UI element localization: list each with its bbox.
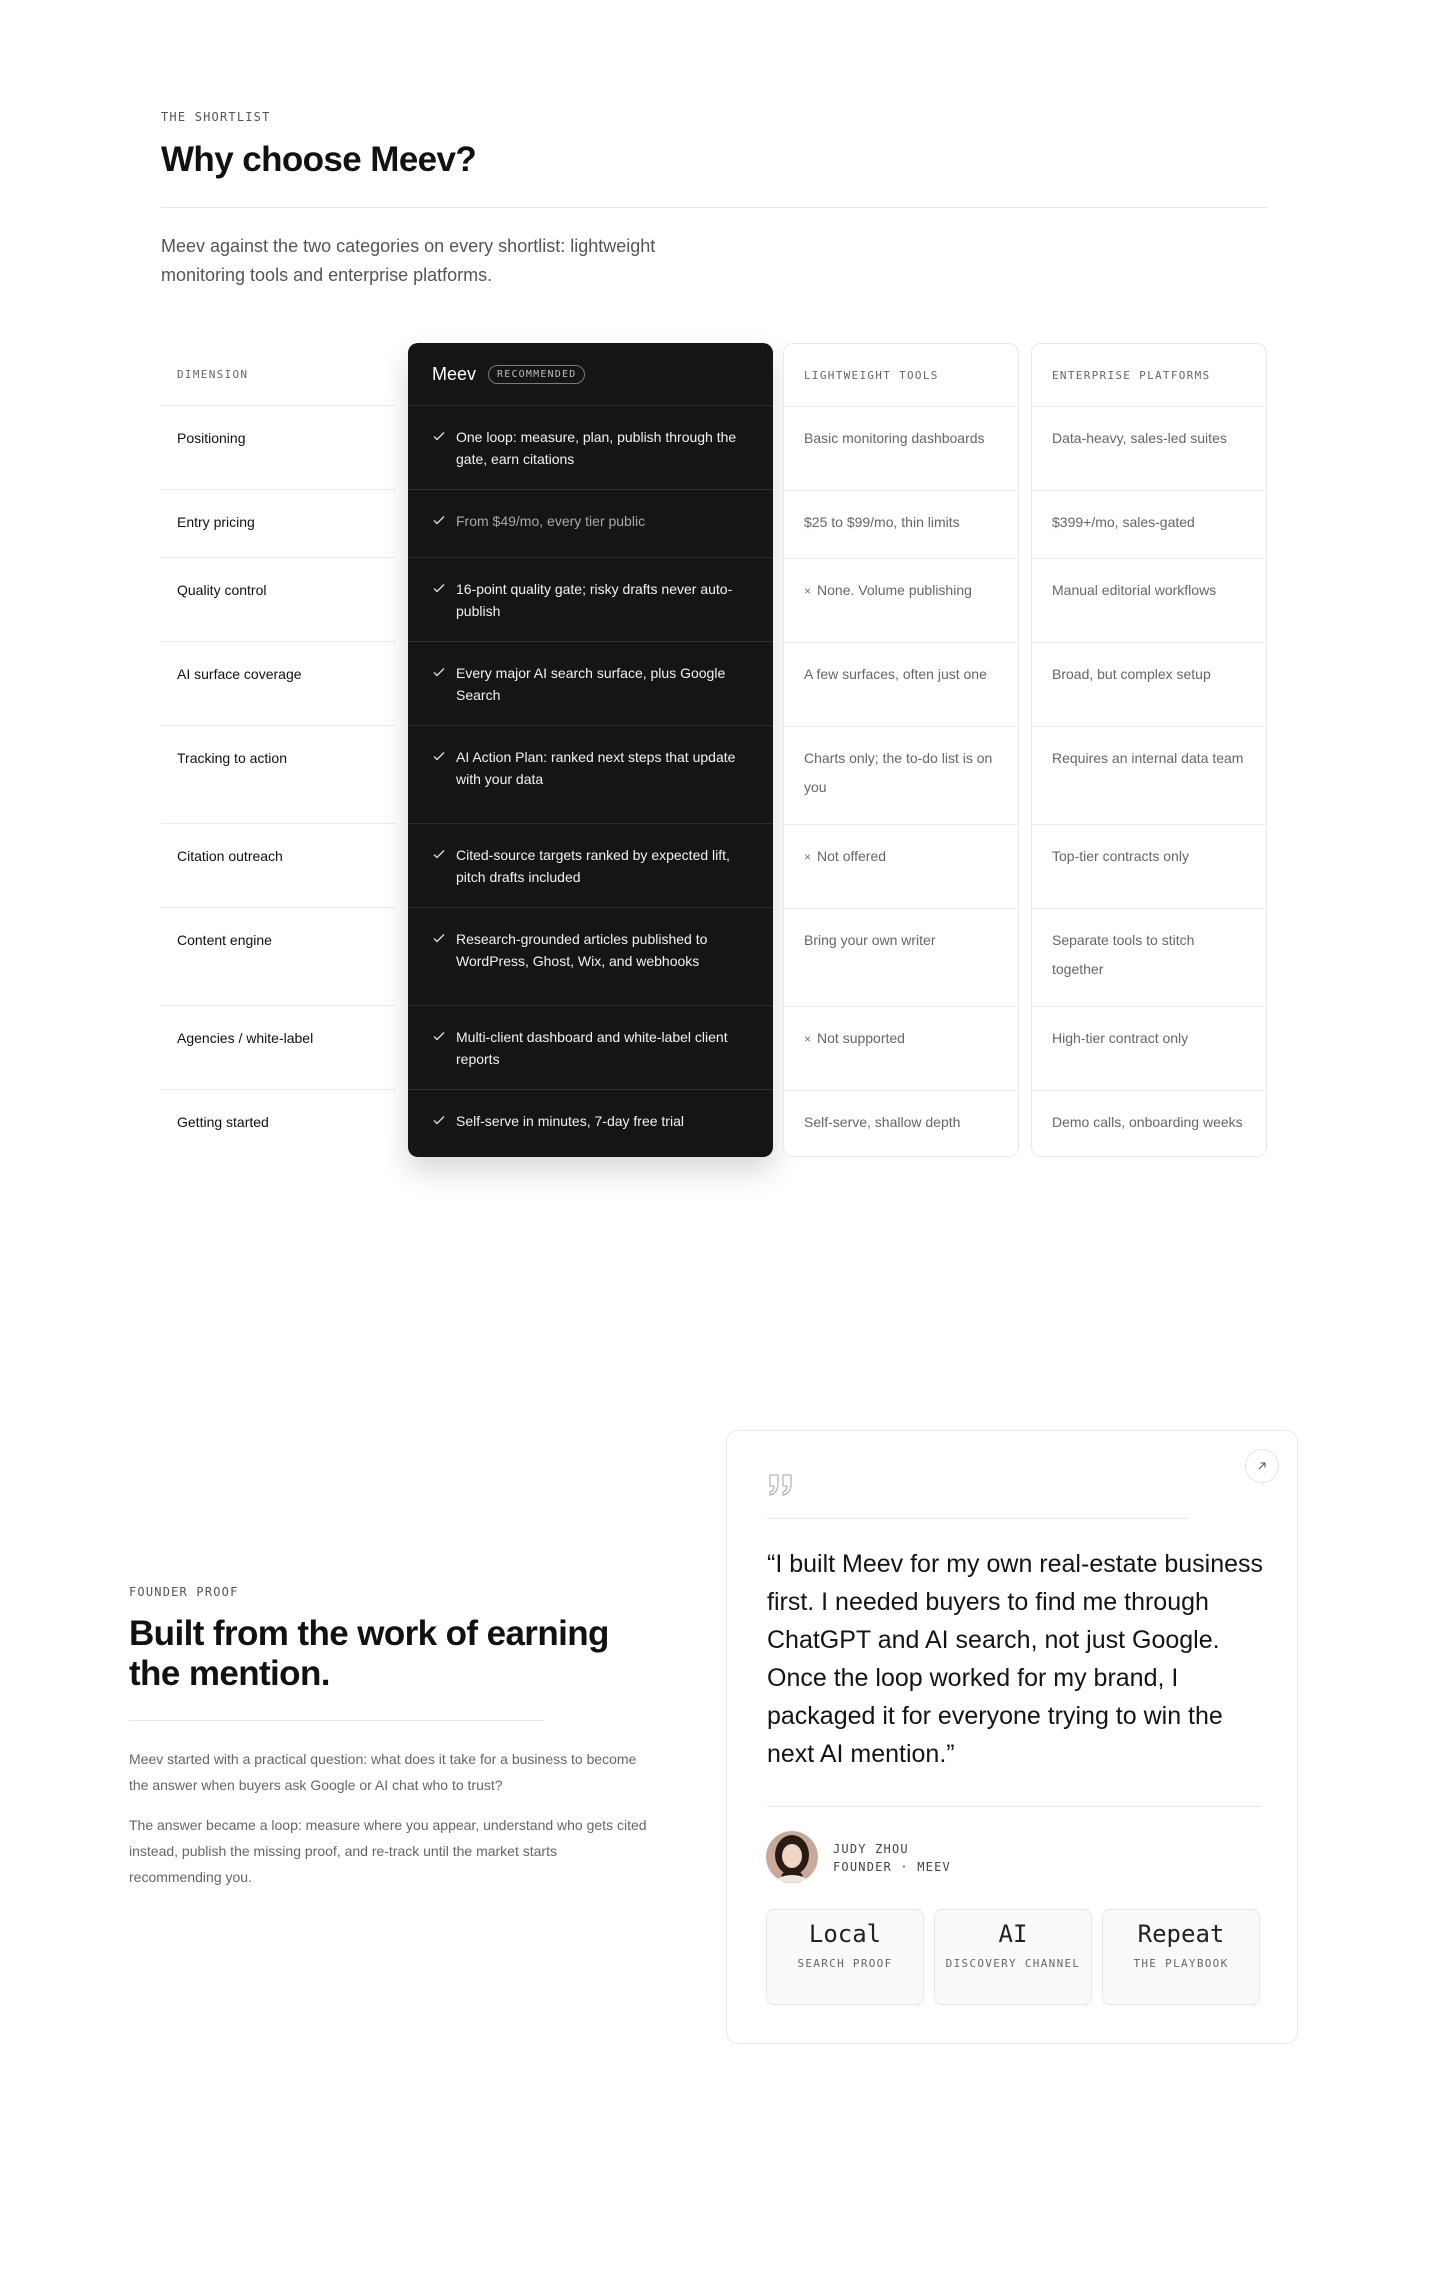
quote-icon (767, 1473, 795, 1497)
divider (129, 1720, 544, 1721)
meev-header (408, 343, 773, 406)
meev-cell-text: One loop: measure, plan, publish through the gate, earn citations (456, 429, 737, 467)
testimonial-quote: “I built Meev for my own real-estate business first. I needed buyers to find me through ChatGPT and AI search, not just Google. Once the loop worked for my brand, I packaged it for everyone trying to win the next AI mention.” (767, 1550, 1264, 1768)
enterprise-cell (1032, 559, 1266, 643)
open-link-button[interactable] (1245, 1449, 1279, 1483)
lightweight-tools-column (783, 343, 1019, 1157)
meev-cell (408, 908, 773, 1006)
meev-cell (408, 726, 773, 824)
stat-label: THE PLAYBOOK (1133, 1957, 1229, 1970)
check-icon (432, 847, 446, 861)
x-icon: × (804, 584, 812, 598)
meev-cell-text: 16-point quality gate; risky drafts never auto-publish (456, 581, 733, 619)
x-icon: × (804, 850, 812, 864)
stat-card (934, 1909, 1092, 2005)
lightweight-cell (784, 1091, 1018, 1157)
stat-label: DISCOVERY CHANNEL (945, 1957, 1081, 1970)
stat-card (766, 1909, 924, 2005)
enterprise-cell-text: Requires an internal data team (1052, 750, 1244, 766)
lightweight-cell-text: Not offered (817, 848, 887, 864)
dimension-cell: Entry pricing (161, 490, 396, 558)
stat-value: AI (998, 1920, 1028, 1948)
enterprise-cell-text: High-tier contract only (1052, 1030, 1189, 1046)
stat-value: Local (808, 1920, 882, 1948)
check-icon (432, 1029, 446, 1043)
dimension-header: DIMENSION (161, 343, 396, 406)
founder-paragraph: Meev started with a practical question: what does it take for a business to become the answer when buyers ask Google or AI chat who to trust? (129, 1751, 637, 1793)
enterprise-platforms-header: ENTERPRISE PLATFORMS (1032, 344, 1266, 407)
dimension-cell: Positioning (161, 406, 396, 490)
check-icon (432, 513, 446, 527)
meev-cell-text: Multi-client dashboard and white-label client reports (456, 1029, 728, 1067)
check-icon (432, 931, 446, 945)
enterprise-cell (1032, 643, 1266, 727)
check-icon (432, 749, 446, 763)
enterprise-platforms-column (1031, 343, 1267, 1157)
dimension-cell: Tracking to action (161, 726, 396, 824)
check-icon (432, 429, 446, 443)
meev-cell (408, 406, 773, 490)
enterprise-cell-text: Separate tools to stitch together (1052, 932, 1195, 977)
enterprise-cell-text: Data-heavy, sales-led suites (1052, 430, 1227, 446)
lightweight-cell-text: Charts only; the to-do list is on you (804, 750, 993, 795)
comparison-table (161, 343, 1267, 1157)
founder-paragraph: The answer became a loop: measure where you appear, understand who gets cited instead, publish the missing proof, and re-track until the market starts recommending you. (129, 1817, 647, 1885)
enterprise-cell (1032, 727, 1266, 825)
lightweight-cell (784, 643, 1018, 727)
dimension-cell: Agencies / white-label (161, 1006, 396, 1090)
dimension-cell: Quality control (161, 558, 396, 642)
divider (767, 1518, 1187, 1519)
enterprise-cell-text: Manual editorial workflows (1052, 582, 1217, 598)
section-lede: Meev against the two categories on every shortlist: lightweight monitoring tools and enterprise platforms. (161, 236, 656, 285)
meev-cell (408, 1006, 773, 1090)
founder-title: Built from the work of earning the mention. (129, 1614, 609, 1693)
dimension-cell: Citation outreach (161, 824, 396, 908)
enterprise-cell (1032, 491, 1266, 559)
meev-cell (408, 1090, 773, 1157)
dimension-cell: Content engine (161, 908, 396, 1006)
enterprise-cell (1032, 909, 1266, 1007)
arrow-up-right-icon (1256, 1460, 1268, 1472)
stat-value: Repeat (1137, 1920, 1225, 1948)
meev-cell (408, 490, 773, 558)
lightweight-cell (784, 1007, 1018, 1091)
section-title: Why choose Meev? (161, 140, 477, 179)
lightweight-cell (784, 727, 1018, 825)
meev-cell-text: Research-grounded articles published to WordPress, Ghost, Wix, and webhooks (456, 931, 708, 969)
lightweight-cell-text: A few surfaces, often just one (804, 666, 987, 682)
meev-cell (408, 642, 773, 726)
lightweight-cell-text: Basic monitoring dashboards (804, 430, 985, 446)
lightweight-cell (784, 407, 1018, 491)
meev-column (408, 343, 773, 1157)
lightweight-cell-text: Self-serve, shallow depth (804, 1114, 961, 1130)
lightweight-cell (784, 909, 1018, 1007)
enterprise-cell (1032, 825, 1266, 909)
dimension-cell: AI surface coverage (161, 642, 396, 726)
lightweight-tools-header: LIGHTWEIGHT TOOLS (784, 344, 1018, 407)
author-role: FOUNDER · MEEV (833, 1860, 951, 1874)
enterprise-cell-text: Demo calls, onboarding weeks (1052, 1114, 1243, 1130)
dimension-column (161, 343, 396, 1157)
check-icon (432, 665, 446, 679)
enterprise-cell (1032, 407, 1266, 491)
avatar (766, 1831, 818, 1883)
dimension-cell: Getting started (177, 1114, 269, 1130)
meev-cell (408, 558, 773, 642)
x-icon: × (804, 1032, 812, 1046)
section-eyebrow: THE SHORTLIST (161, 110, 271, 124)
check-icon (432, 581, 446, 595)
enterprise-cell-text: Broad, but complex setup (1052, 666, 1211, 682)
testimonial-card (726, 1430, 1298, 2044)
stat-card (1102, 1909, 1260, 2005)
check-icon (432, 1113, 446, 1127)
meev-cell-text: Self-serve in minutes, 7-day free trial (456, 1113, 684, 1129)
enterprise-cell (1032, 1091, 1266, 1157)
founder-eyebrow: FOUNDER PROOF (129, 1585, 239, 1599)
lightweight-cell-text: Bring your own writer (804, 932, 936, 948)
meev-cell-text: AI Action Plan: ranked next steps that update with your data (456, 749, 736, 787)
enterprise-cell-text: Top-tier contracts only (1052, 848, 1189, 864)
author-name: JUDY ZHOU (833, 1842, 909, 1856)
enterprise-cell (1032, 1007, 1266, 1091)
meev-cell-text: Cited-source targets ranked by expected lift, pitch drafts included (456, 847, 730, 885)
lightweight-cell (784, 825, 1018, 909)
recommended-badge: RECOMMENDED (488, 365, 585, 384)
meev-cell-text: Every major AI search surface, plus Google Search (456, 665, 726, 703)
lightweight-cell-text: Not supported (817, 1030, 905, 1046)
stat-label: SEARCH PROOF (797, 1957, 893, 1970)
divider (161, 207, 1267, 208)
meev-cell (408, 824, 773, 908)
enterprise-cell-text: $399+/mo, sales-gated (1052, 514, 1195, 530)
meev-name: Meev (432, 363, 477, 384)
lightweight-cell (784, 559, 1018, 643)
divider (767, 1806, 1261, 1807)
lightweight-cell (784, 491, 1018, 559)
lightweight-cell-text: $25 to $99/mo, thin limits (804, 514, 960, 530)
meev-cell-text: From $49/mo, every tier public (456, 513, 646, 529)
lightweight-cell-text: None. Volume publishing (817, 582, 972, 598)
